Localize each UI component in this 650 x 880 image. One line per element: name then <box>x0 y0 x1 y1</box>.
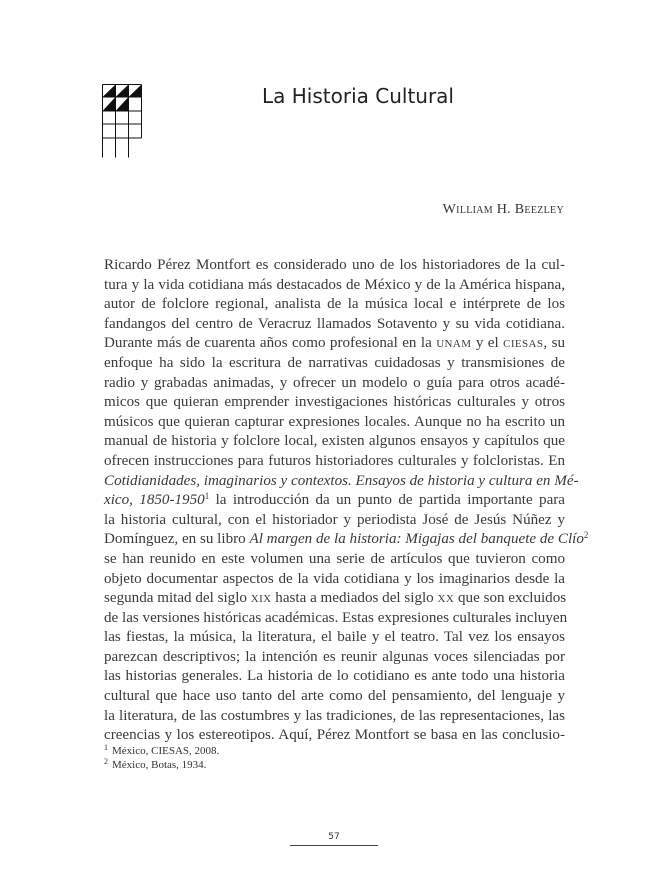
body-line: la literatura, de las costumbres y las tradiciones, de las representaciones, las <box>104 707 565 724</box>
book-title-italic: xico, 1850-1950 <box>104 492 205 509</box>
body-line: fandangos del centro de Veracruz llamados Sotavento y su vida cotidiana. <box>104 315 565 332</box>
body-line: la historia cultural, con el historiador y periodista José de Jesús Núñez y <box>104 511 565 528</box>
body-line: creencias y los estereotipos. Aquí, Pérez Montfort se basa en las conclusio- <box>104 727 565 744</box>
author-name: William H. Beezley <box>442 202 564 217</box>
body-text-run: Durante más de cuarenta años como profesional en la <box>104 335 432 352</box>
body-line: músicos que quieran capturar expresiones locales. Aunque no ha escrito un <box>104 413 565 430</box>
emblem-triangle-1 <box>103 85 116 98</box>
chapter-emblem-grid <box>102 84 142 158</box>
emblem-triangle-2 <box>116 85 129 98</box>
body-line: ofrecen instrucciones para futuros historiadores culturales y folcloristas. En <box>104 452 565 469</box>
body-text-run: y el <box>475 335 499 352</box>
body-line: cultural que hace uso tanto del arte como del pensamiento, del lenguaje y <box>104 688 565 705</box>
footnote-mark: 2 <box>104 757 108 766</box>
body-line: las historias generales. La historia de lo cotidiano es ante todo una historia <box>104 668 565 685</box>
century-xx: xx <box>437 590 455 607</box>
emblem-triangle-4 <box>103 97 116 111</box>
body-line: parezcan descriptivos; la intención es reunir algunas voces silenciadas por <box>104 648 565 665</box>
body-line: se han reunido en este volumen una serie de artículos que tuvieron como <box>104 550 565 567</box>
footnotes <box>104 744 219 772</box>
body-line: radio y grabadas animadas, y ofrecer un modelo o guía para otros acadé- <box>104 374 565 391</box>
book-title-italic: Cotidianidades, imaginarios y contextos. Ensayos de historia y cultura en Mé- <box>104 472 579 489</box>
footnote-text: México, CIESAS, 2008. <box>112 745 220 757</box>
footnote-mark: 1 <box>104 743 108 752</box>
footnote-2 <box>104 758 219 772</box>
body-text-run: que son excluidos <box>458 590 567 607</box>
acronym-ciesas: ciesas <box>503 335 544 352</box>
footnote-1 <box>104 744 219 758</box>
body-line <box>104 530 589 550</box>
body-line: tura y la vida cotidiana más destacados de México y de la América hispana, <box>104 276 565 293</box>
body-text-run: Domínguez, en su libro <box>104 531 246 548</box>
body-line: manual de historia y folclore local, existen algunos ensayos y capítulos que <box>104 433 565 450</box>
body-paragraph <box>104 256 589 746</box>
emblem-triangle-3 <box>129 85 142 98</box>
body-line: micos que quieran emprender investigaciones históricas culturales y otros <box>104 394 565 411</box>
chapter-title: La Historia Cultural <box>262 84 454 108</box>
body-line: Ricardo Pérez Montfort es considerado uno de los historiadores de la cul- <box>104 257 565 273</box>
body-line <box>104 491 565 511</box>
body-text-run: hasta a mediados del siglo <box>275 590 434 607</box>
body-text-run: la introducción da un punto de partida importante para <box>215 492 565 509</box>
acronym-unam: unam <box>436 335 472 352</box>
body-text-run: segunda mitad del siglo <box>104 590 247 607</box>
footnote-ref-2: 2 <box>583 530 589 541</box>
body-line: enfoque ha sido la escritura de narrativas cuidadosas y transmisiones de <box>104 354 565 371</box>
page-number: 57 <box>328 832 340 842</box>
footnote-text: México, Botas, 1934. <box>112 759 207 771</box>
page-number-rule <box>290 845 378 846</box>
emblem-triangle-5 <box>116 97 129 111</box>
body-line: de las versiones históricas académicas. Estas expresiones culturales incluyen <box>104 609 568 626</box>
body-line: las fiestas, la música, la literatura, el baile y el teatro. Tal vez los ensayos <box>104 629 565 646</box>
body-line: objeto documentar aspectos de la vida cotidiana y los imaginarios desde la <box>104 570 565 587</box>
body-text-run: , su <box>543 335 565 352</box>
century-xix: xix <box>250 590 272 607</box>
body-line <box>104 472 579 492</box>
body-line <box>104 589 565 609</box>
body-line <box>104 334 565 354</box>
book-title-italic: Al margen de la historia: Migajas del banquete de Clío <box>249 531 584 548</box>
footnote-ref-1: 1 <box>204 491 210 502</box>
body-line: autor de folclore regional, analista de la música local e intérprete de los <box>104 296 565 313</box>
